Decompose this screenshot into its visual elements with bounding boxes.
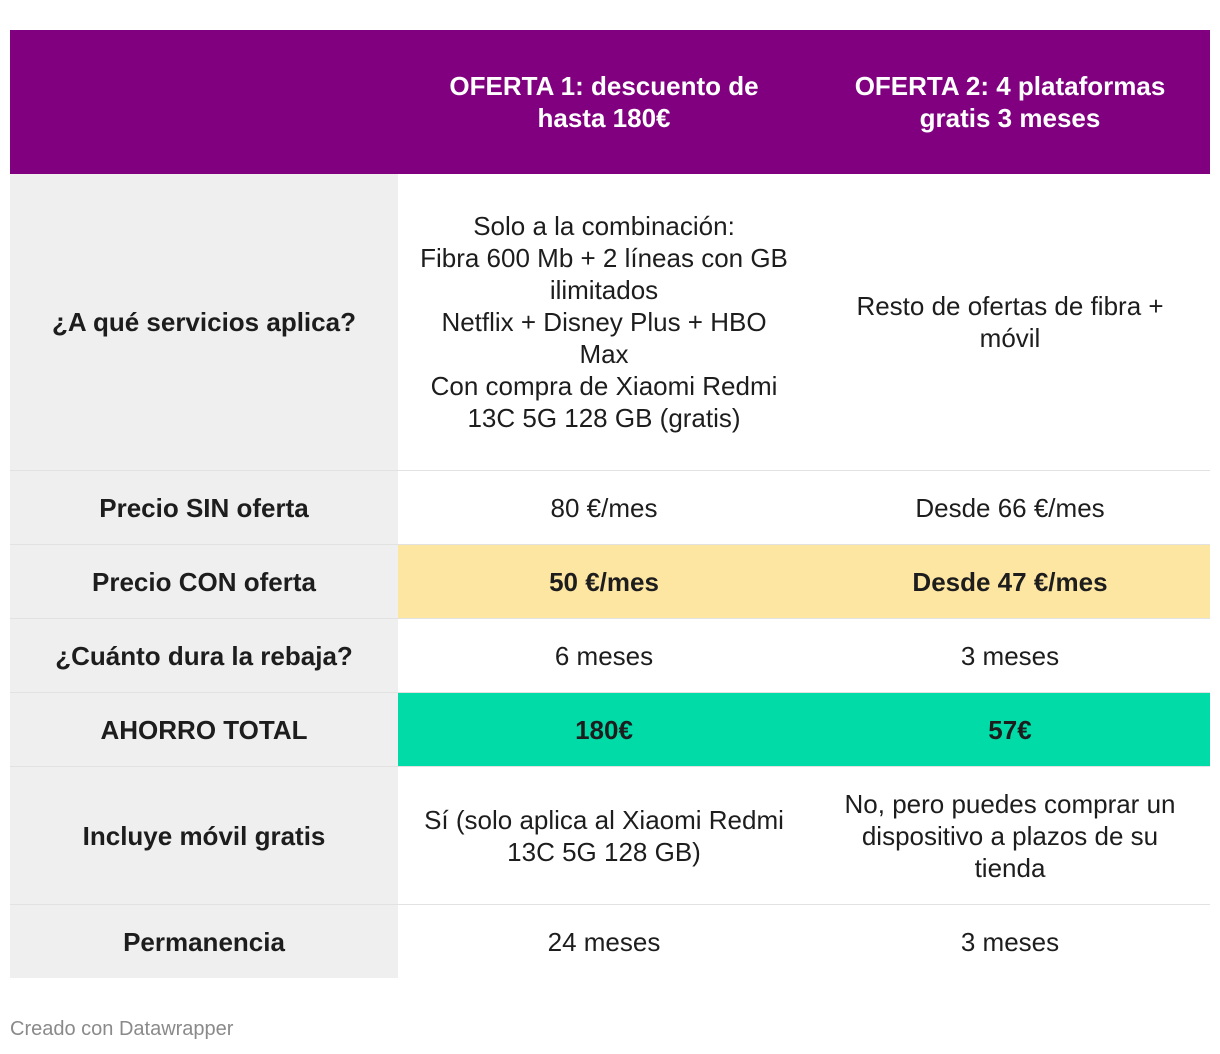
header-oferta-2: OFERTA 2: 4 plataformas gratis 3 meses: [810, 30, 1210, 174]
cell-precio-con-oferta-2: Desde 47 €/mes: [810, 545, 1210, 619]
cell-movil-oferta-1: Sí (solo aplica al Xiaomi Redmi 13C 5G 128 GB): [398, 767, 810, 905]
cell-permanencia-oferta-2: 3 meses: [960, 926, 1060, 957]
datawrapper-credit[interactable]: Creado con Datawrapper: [10, 1018, 234, 1040]
cell-precio-sin-oferta-2: Desde 66 €/mes: [810, 471, 1210, 545]
cell-servicios-oferta-1: Solo a la combinación: Fibra 600 Mb + 2 líneas con GB ilimitados Netflix + Disney Plus + HBO Max Con compra de Xiaomi Redmi 13C 5G 128 GB (gratis): [398, 174, 810, 471]
comparison-table: [10, 30, 1210, 978]
header-oferta-1: OFERTA 1: descuento de hasta 180€: [398, 30, 810, 174]
cell-servicios-oferta-2: Resto de ofertas de fibra + móvil: [810, 174, 1210, 471]
cell-precio-sin-oferta-1: 80 €/mes: [398, 471, 810, 545]
cell-precio-con-oferta-1: 50 €/mes: [398, 545, 810, 619]
cell-duracion-oferta-1: 6 meses: [398, 619, 810, 693]
row-label-precio-sin-oferta: Precio SIN oferta: [10, 471, 398, 545]
cell-duracion-oferta-2: 3 meses: [810, 619, 1210, 693]
row-label-permanencia: Permanencia: [10, 905, 398, 978]
row-label-precio-con-oferta: Precio CON oferta: [10, 545, 398, 619]
header-empty-cell: [10, 30, 398, 174]
row-label-movil-gratis: Incluye móvil gratis: [10, 767, 398, 905]
row-label-duracion-rebaja: ¿Cuánto dura la rebaja?: [10, 619, 398, 693]
cell-ahorro-oferta-2: 57€: [810, 693, 1210, 767]
cell-ahorro-oferta-1: 180€: [398, 693, 810, 767]
row-label-ahorro-total: AHORRO TOTAL: [10, 693, 398, 767]
row-label-servicios: ¿A qué servicios aplica?: [10, 174, 398, 471]
cell-movil-oferta-2: No, pero puedes comprar un dispositivo a plazos de su tienda: [810, 767, 1210, 905]
cell-permanencia-oferta-1: 24 meses: [547, 926, 661, 957]
